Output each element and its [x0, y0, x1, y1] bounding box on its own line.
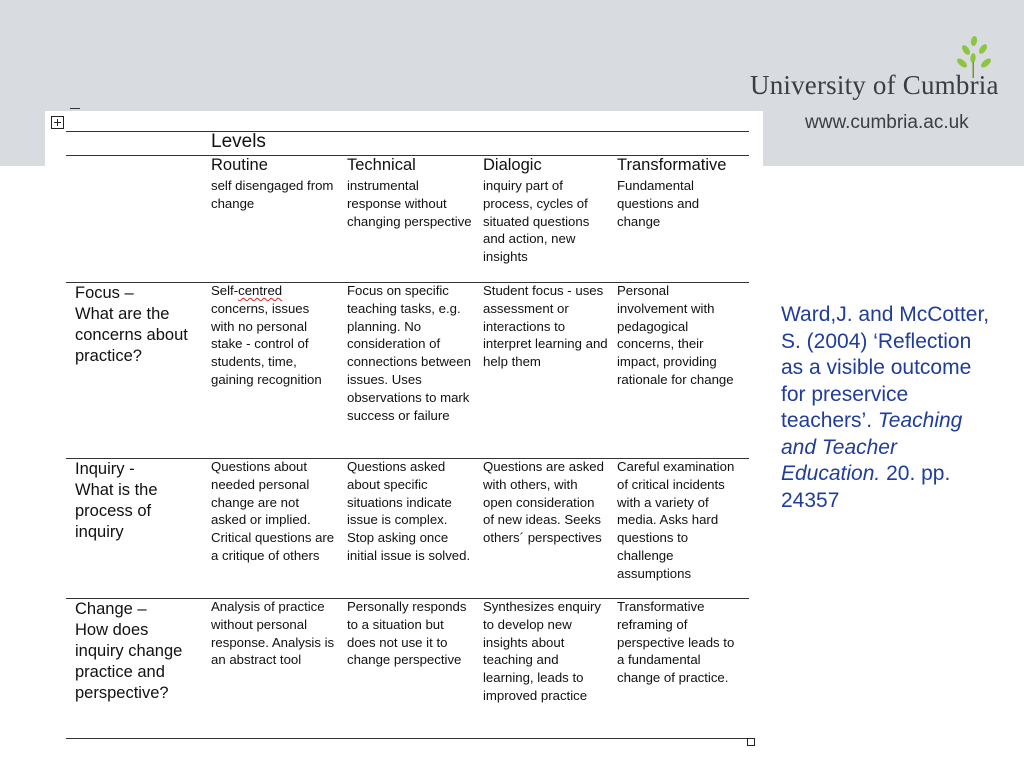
cell-inquiry-transformative: Careful examination of critical incidents with a variety of media. Asks hard questions to challenge assumptions	[617, 459, 735, 581]
spellcheck-word: centred	[238, 283, 283, 298]
cell-focus-dialogic: Student focus - uses assessment or interactions to interpret learning and help them	[483, 283, 608, 370]
row-separator: -	[124, 460, 135, 478]
levels-title: Levels	[211, 131, 266, 152]
table-resize-handle[interactable]	[747, 738, 755, 746]
citation-journal: Teaching and Teacher Education.	[781, 409, 963, 485]
row-separator: –	[119, 284, 134, 302]
row-keyword: Change	[75, 600, 133, 618]
university-url[interactable]: www.cumbria.ac.uk	[805, 112, 969, 133]
cursor-mark	[70, 108, 80, 109]
citation-authors: Ward,J. and McCotter, S. (2004) ‘Reflection as a visible outcome for preservice teachers’.	[781, 303, 990, 432]
cell-inquiry-dialogic: Questions are asked with others, with open consideration of new ideas. Seeks others´ perspectives	[483, 459, 604, 546]
cell-change-technical: Personally responds to a situation but does not use it to change perspective	[347, 599, 467, 668]
cell-change-transformative: Transformative reframing of perspective leads to a fundamental change of practice.	[617, 599, 735, 686]
column-desc-routine: self disengaged from change	[211, 178, 334, 211]
row-title-inquiry	[75, 459, 200, 543]
cell-focus-routine: Self-centred concerns, issues with no personal stake - control of students, time, gaining recognition	[211, 283, 322, 387]
column-desc-dialogic: inquiry part of process, cycles of situated questions and action, new insights	[483, 178, 590, 265]
row-question: What are the concerns about practice?	[75, 305, 188, 365]
table-move-handle-icon[interactable]	[51, 116, 64, 129]
row-title-focus	[75, 283, 200, 367]
column-header-technical: Technical	[347, 156, 416, 174]
cell-change-routine: Analysis of practice without personal response. Analysis is an abstract tool	[211, 599, 335, 668]
cell-focus-transformative: Personal involvement with pedagogical concerns, their impact, providing rationale for change	[617, 283, 734, 387]
column-desc-transformative: Fundamental questions and change	[617, 178, 700, 229]
table-rule	[66, 738, 749, 739]
row-separator: –	[132, 600, 147, 618]
row-question: What is the process of inquiry	[75, 481, 158, 541]
cell-change-dialogic: Synthesizes enquiry to develop new insights about teaching and learning, leads to improved practice	[483, 599, 602, 703]
cell-inquiry-technical: Questions asked about specific situations indicate issue is complex. Stop asking once initial issue is solved.	[347, 459, 471, 563]
row-keyword: Inquiry	[75, 460, 125, 478]
university-brand	[750, 36, 1010, 146]
column-header-transformative: Transformative	[617, 156, 727, 174]
row-question: How does inquiry change practice and perspective?	[75, 621, 183, 702]
university-name: University of Cumbria	[750, 70, 999, 100]
column-desc-technical: instrumental response without changing perspective	[347, 178, 472, 229]
table-rule	[66, 131, 749, 132]
cell-inquiry-routine: Questions about needed personal change are not asked or implied. Critical questions are a critique of others	[211, 459, 335, 563]
column-header-routine: Routine	[211, 156, 268, 174]
column-header-dialogic: Dialogic	[483, 156, 542, 174]
citation-volume: 20. pp. 24357	[781, 462, 951, 512]
row-title-change	[75, 599, 200, 704]
row-keyword: Focus	[75, 284, 120, 302]
citation	[781, 302, 996, 514]
cell-focus-technical: Focus on specific teaching tasks, e.g. planning. No consideration of connections between issues. Uses observations to mark success or failure	[347, 283, 471, 423]
